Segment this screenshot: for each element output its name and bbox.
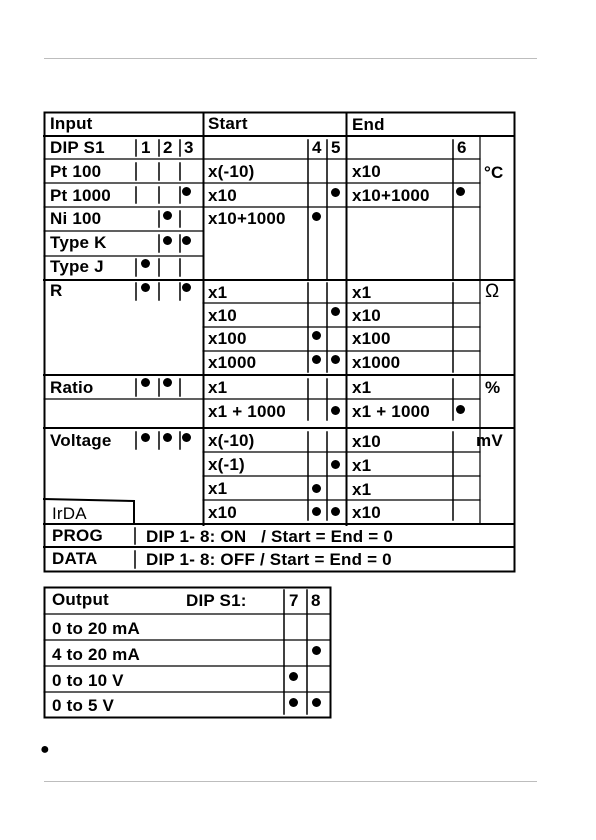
row-voltage2-start: x(-1) bbox=[208, 455, 245, 474]
row-ratio-start: x1 bbox=[208, 378, 228, 397]
output-switch-8: 8 bbox=[311, 591, 321, 610]
row-pt100-start: x(-10) bbox=[208, 162, 255, 181]
dip-on-dot bbox=[163, 378, 172, 387]
row-pt1000-label: Pt 1000 bbox=[50, 186, 111, 205]
row-voltage4-end: x10 bbox=[352, 503, 381, 522]
row-voltage-start: x(-10) bbox=[208, 431, 255, 450]
dip-on-dot bbox=[331, 307, 340, 316]
dip-label: DIP S1 bbox=[50, 138, 105, 157]
dip-on-dot bbox=[141, 283, 150, 292]
dip-on-dot bbox=[182, 433, 191, 442]
row-pt100-label: Pt 100 bbox=[50, 162, 102, 181]
row-pt100-end: x10 bbox=[352, 162, 381, 181]
header-input: Input bbox=[50, 114, 93, 133]
row-ni100-start: x10+1000 bbox=[208, 209, 286, 228]
row-r-label: R bbox=[50, 281, 63, 300]
dip-on-dot bbox=[163, 211, 172, 220]
dip-on-dot bbox=[331, 460, 340, 469]
dip-on-dot bbox=[331, 507, 340, 516]
dip-on-dot bbox=[289, 698, 298, 707]
unit-percent: % bbox=[485, 378, 501, 397]
dip-switch-6: 6 bbox=[457, 138, 467, 157]
row-r-start: x1 bbox=[208, 283, 228, 302]
row-ni100-label: Ni 100 bbox=[50, 209, 102, 228]
dip-on-dot bbox=[456, 187, 465, 196]
data-text: DIP 1- 8: OFF / Start = End = 0 bbox=[146, 550, 392, 569]
dip-on-dot bbox=[456, 405, 465, 414]
dip-on-dot bbox=[312, 331, 321, 340]
dip-on-dot bbox=[182, 187, 191, 196]
output-row-4-20ma: 4 to 20 mA bbox=[52, 645, 140, 664]
prog-text: DIP 1- 8: ON / Start = End = 0 bbox=[146, 527, 393, 546]
dip-on-dot bbox=[312, 484, 321, 493]
header-start: Start bbox=[208, 114, 248, 133]
dip-on-dot bbox=[163, 433, 172, 442]
row-typek-label: Type K bbox=[50, 233, 107, 252]
unit-ohm: Ω bbox=[485, 281, 500, 302]
row-pt1000-start: x10 bbox=[208, 186, 237, 205]
dip-on-dot bbox=[289, 672, 298, 681]
dip-switch-4: 4 bbox=[312, 138, 322, 157]
row-r3-end: x100 bbox=[352, 329, 391, 348]
row-ratio-end: x1 bbox=[352, 378, 372, 397]
dip-on-dot bbox=[141, 433, 150, 442]
row-voltage2-end: x1 bbox=[352, 456, 372, 475]
dip-on-dot bbox=[312, 355, 321, 364]
dip-switch-3: 3 bbox=[184, 138, 194, 157]
row-r4-end: x1000 bbox=[352, 353, 401, 372]
data-label: DATA bbox=[52, 549, 98, 568]
row-irda-label: IrDA bbox=[52, 504, 87, 523]
row-r2-end: x10 bbox=[352, 306, 381, 325]
dip-on-dot bbox=[331, 188, 340, 197]
legend-dot-icon: ● bbox=[40, 741, 50, 758]
unit-celsius: °C bbox=[484, 163, 504, 182]
dip-on-dot bbox=[141, 378, 150, 387]
dip-on-dot bbox=[312, 698, 321, 707]
row-pt1000-end: x10+1000 bbox=[352, 186, 430, 205]
dip-on-dot bbox=[312, 646, 321, 655]
row-voltage3-start: x1 bbox=[208, 479, 228, 498]
dip-on-dot bbox=[331, 355, 340, 364]
output-row-0-5v: 0 to 5 V bbox=[52, 696, 115, 715]
dip-on-dot bbox=[141, 259, 150, 268]
row-r3-start: x100 bbox=[208, 329, 247, 348]
output-row-0-20ma: 0 to 20 mA bbox=[52, 619, 140, 638]
row-voltage3-end: x1 bbox=[352, 480, 372, 499]
output-dip-label: DIP S1: bbox=[186, 591, 247, 610]
output-switch-7: 7 bbox=[289, 591, 299, 610]
row-ratio2-start: x1 + 1000 bbox=[208, 402, 286, 421]
row-r2-start: x10 bbox=[208, 306, 237, 325]
row-r-end: x1 bbox=[352, 283, 372, 302]
dip-switch-2: 2 bbox=[163, 138, 173, 157]
dip-on-dot bbox=[163, 236, 172, 245]
header-end: End bbox=[352, 115, 385, 134]
dip-switch-5: 5 bbox=[331, 138, 341, 157]
dip-on-dot bbox=[331, 406, 340, 415]
row-ratio-label: Ratio bbox=[50, 378, 94, 397]
dip-on-dot bbox=[182, 236, 191, 245]
dip-on-dot bbox=[312, 212, 321, 221]
row-voltage-label: Voltage bbox=[50, 431, 112, 450]
dip-on-dot bbox=[312, 507, 321, 516]
prog-label: PROG bbox=[52, 526, 103, 545]
row-ratio2-end: x1 + 1000 bbox=[352, 402, 430, 421]
dip-on-dot bbox=[182, 283, 191, 292]
unit-mv: mV bbox=[476, 431, 503, 450]
row-typej-label: Type J bbox=[50, 257, 104, 276]
output-row-0-10v: 0 to 10 V bbox=[52, 671, 124, 690]
row-r4-start: x1000 bbox=[208, 353, 257, 372]
dip-switch-1: 1 bbox=[141, 138, 151, 157]
output-header: Output bbox=[52, 590, 109, 609]
row-voltage-end: x10 bbox=[352, 432, 381, 451]
row-voltage4-start: x10 bbox=[208, 503, 237, 522]
